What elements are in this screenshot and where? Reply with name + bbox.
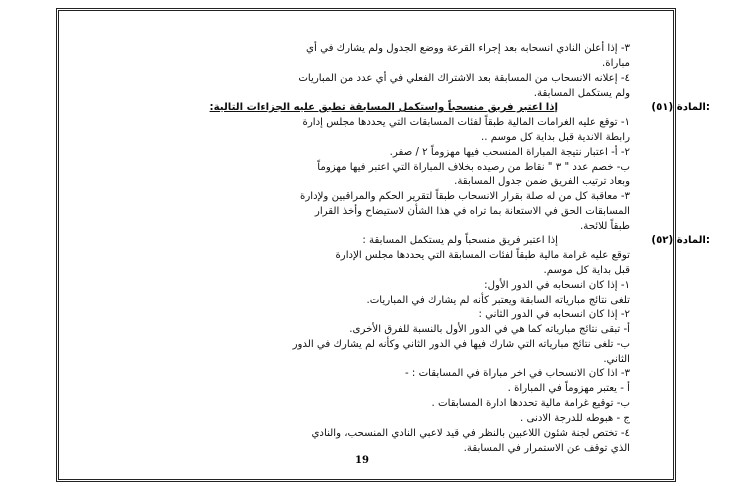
text-line: طبقاً للائحة.: [580, 221, 630, 232]
text-line: ٢- أ- اعتبار نتيجة المباراة المنسحب فيها مهزوماً ٢ / صفر.: [389, 147, 630, 158]
text-line: الثاني.: [603, 354, 630, 365]
text-line: الذي توقف عن الاستمرار في المسابقة.: [463, 443, 630, 454]
text-line: ١- توقع عليه الغرامات المالية طبقاً لفئات المسابقات التي يحددها مجلس إدارة: [302, 117, 630, 128]
article-52-label: المادة (٥٢):: [651, 235, 710, 246]
text-line: ج - هبوطه للدرجة الادنى .: [520, 413, 630, 424]
text-line: ٣- معاقبة كل من له صلة بقرار الانسحاب طبقاً لتقرير الحكم والمراقبين ولإدارة: [299, 191, 630, 202]
text-line: رابطة الاندية قبل بداية كل موسم ..: [480, 132, 630, 143]
text-line: ٤- تختص لجنة شئون اللاعبين بالنظر في قيد لاعبي النادي المنسحب، والنادي: [311, 428, 630, 439]
text-line: مباراة.: [602, 58, 630, 69]
text-line: ٣- إذا أعلن النادي انسحابه بعد إجراء القرعة ووضع الجدول ولم يشارك في أي: [306, 43, 630, 54]
text-line: توقع عليه غرامة مالية طبقاً لفئات المسابقة التي يحددها مجلس الإدارة: [335, 250, 630, 261]
text-line: ب- توقيع غرامة مالية تحددها ادارة المسابقات .: [431, 398, 630, 409]
page-number: 19: [355, 455, 369, 466]
article-51-label: المادة (٥١):: [651, 102, 710, 113]
section-heading: إذا اعتبر فريق منسحباً واستكمل المسابقة تطبق عليه الجزاءات التالية:: [209, 102, 558, 113]
text-line: ٣- اذا كان الانسحاب في اخر مباراة في المسابقات : -: [404, 368, 630, 379]
text-line: ب- خصم عدد " ٣ " نقاط من رصيده بخلاف المباراة التي اعتبر فيها مهزوماً: [317, 162, 630, 173]
section-heading: إذا اعتبر فريق منسحباً ولم يستكمل المسابقة :: [362, 235, 558, 246]
text-line: ب- تلغى نتائج مبارياته التي شارك فيها في الدور الثاني وكأنه لم يشارك في الدور: [292, 339, 630, 350]
text-line: تلغى نتائج مبارياته السابقة ويعتبر كأنه لم يشارك في المباريات.: [366, 295, 630, 306]
text-line: أ- تبقى نتائج مبارياته كما هي في الدور الأول بالنسبة للفرق الأخرى.: [349, 324, 630, 335]
text-line: أ - يعتبر مهزوماً في المباراة .: [507, 383, 630, 394]
text-line: ٢- إذا كان انسحابه في الدور الثاني :: [478, 309, 630, 320]
text-line: ١- إذا كان انسحابه في الدور الأول:: [484, 280, 630, 291]
text-line: ولم يستكمل المسابقة.: [533, 88, 630, 99]
text-line: وبعاد ترتيب الفريق ضمن جدول المسابقة.: [454, 176, 630, 187]
text-line: المسابقات الحق في الاستعانة بما تراه في هذا الشأن لاستيضاح وأخذ القرار: [314, 206, 630, 217]
text-line: قبل بداية كل موسم.: [543, 265, 630, 276]
text-line: ٤- إعلانه الانسحاب من المسابقة بعد الاشتراك الفعلي في أي عدد من المباريات: [298, 73, 630, 84]
